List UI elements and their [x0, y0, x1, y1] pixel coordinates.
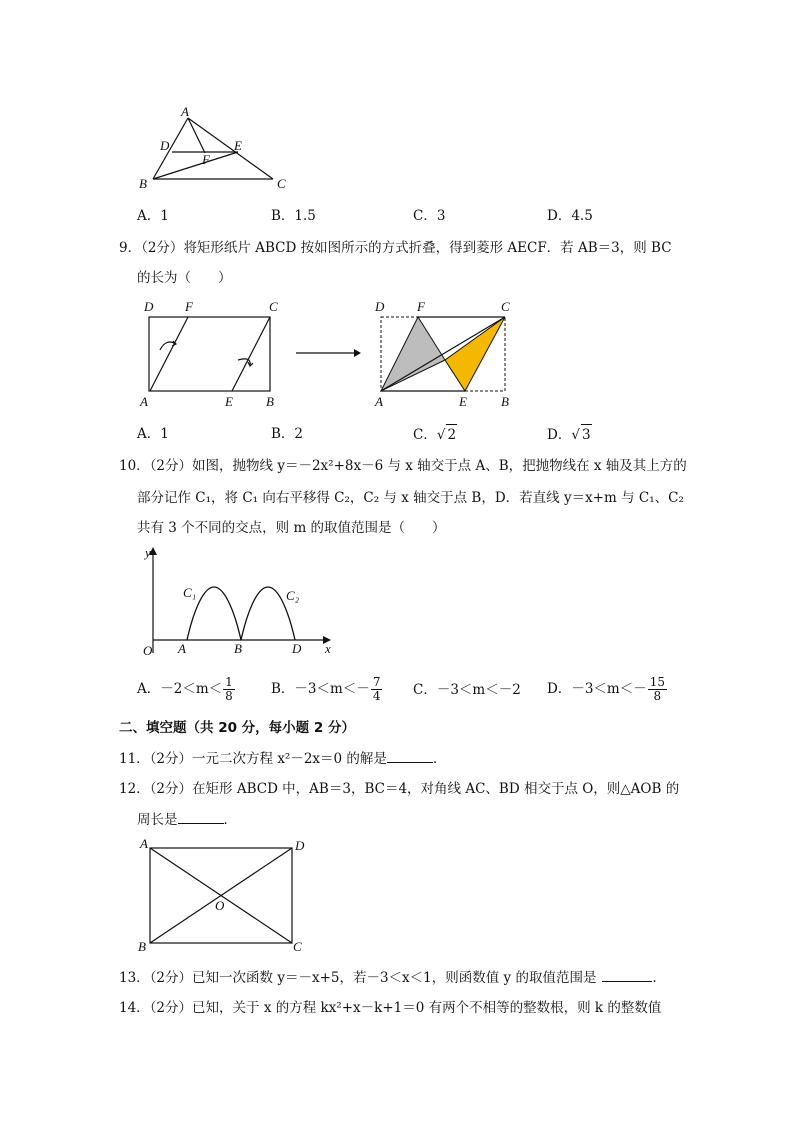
label-d: D — [160, 138, 170, 153]
q12-number: 12． — [119, 781, 150, 797]
q9-option-a[interactable]: A．1 — [137, 426, 169, 442]
label-x: x — [325, 641, 331, 656]
q12-end: ． — [223, 812, 237, 828]
q12-line2 — [137, 809, 237, 830]
numerator: 15 — [649, 675, 665, 689]
label-c: C — [269, 299, 278, 314]
label-d: D — [292, 641, 302, 656]
q9-option-d[interactable] — [547, 424, 592, 445]
label-f: F — [185, 299, 193, 314]
answer-blank[interactable] — [178, 809, 224, 824]
label-c2: C₂ — [286, 588, 300, 603]
q12-rectangle-figure — [135, 836, 315, 954]
answer-blank[interactable] — [602, 967, 652, 982]
label-b: B — [139, 176, 147, 191]
label-f: F — [202, 152, 210, 167]
q12-text: 在矩形 ABCD 中，AB＝3，BC＝4，对角线 AC、BD 相交于点 O，则△AOB 的 — [192, 781, 680, 797]
q10-option-b[interactable] — [271, 676, 383, 703]
q13-number: 13． — [119, 970, 150, 986]
q8-option-d[interactable]: D．4.5 — [547, 208, 593, 224]
q13-end: ． — [652, 970, 666, 986]
q13-score: （2分） — [149, 970, 193, 986]
fraction — [648, 676, 667, 703]
label-b: B — [501, 394, 509, 409]
q14-score: （2分） — [149, 1000, 193, 1016]
q11-number: 11． — [119, 751, 150, 767]
option-letter: D． — [547, 427, 572, 443]
q12-score: （2分） — [149, 781, 193, 797]
q9-option-b[interactable]: B．2 — [271, 426, 304, 442]
answer-blank[interactable] — [387, 748, 433, 763]
fraction — [223, 676, 235, 703]
label-e: E — [459, 394, 467, 409]
label-c: C — [293, 939, 302, 954]
q13-text: 已知一次函数 y＝－x+5，若－3＜x＜1，则函数值 y 的取值范围是 — [192, 970, 597, 986]
q14-text: 已知，关于 x 的方程 kx²+x－k+1＝0 有两个不相等的整数根，则 k 的整数值 — [192, 1000, 662, 1016]
q10-number: 10． — [119, 458, 150, 474]
label-b: B — [138, 939, 146, 954]
q14-line — [119, 998, 661, 1018]
radicand: 3 — [581, 424, 592, 445]
label-c1: C₁ — [183, 585, 197, 600]
label-c: C — [277, 176, 286, 191]
label-y: y — [145, 545, 151, 560]
q10-line2: 部分记作 C₁，将 C₁ 向右平移得 C₂，C₂ 与 x 轴交于点 B，D．若直线 y＝x+m 与 C₁、C₂ — [137, 490, 684, 506]
label-e: E — [225, 394, 233, 409]
numerator: 7 — [372, 675, 381, 689]
option-text: A．－2＜m＜ — [137, 681, 223, 697]
label-a: A — [140, 394, 148, 409]
q9-score: （2分） — [141, 240, 184, 256]
label-e: E — [234, 138, 242, 153]
numerator: 1 — [225, 675, 233, 689]
q10-option-c[interactable]: C．－3＜m＜－2 — [413, 682, 521, 698]
label-d: D — [144, 299, 154, 314]
sqrt-icon: √ — [571, 427, 580, 443]
q10-score: （2分） — [149, 458, 193, 474]
denominator: 8 — [653, 689, 662, 703]
label-f: F — [417, 299, 425, 314]
q9-line1 — [119, 238, 672, 258]
fold-arrow-icon — [296, 347, 362, 359]
denominator: 4 — [372, 689, 381, 703]
option-letter: C． — [413, 427, 437, 443]
radicand: 2 — [446, 424, 457, 445]
label-b: B — [234, 641, 242, 656]
q8-option-a[interactable]: A．1 — [137, 208, 169, 224]
q11-text: 一元二次方程 x²－2x＝0 的解是 — [192, 751, 387, 767]
label-d: D — [375, 299, 385, 314]
option-text: B．－3＜m＜－ — [271, 681, 370, 697]
q9-number: 9． — [119, 240, 142, 256]
q10-parabola-figure — [135, 545, 345, 660]
q10-line1 — [119, 456, 687, 476]
label-a: A — [375, 394, 383, 409]
q9-line2: 的长为（ ） — [137, 270, 232, 286]
q8-option-c[interactable]: C．3 — [413, 208, 446, 224]
q13-line — [119, 967, 666, 988]
q14-number: 14． — [119, 1000, 150, 1016]
label-o: O — [143, 643, 153, 658]
q11-score: （2分） — [149, 751, 193, 767]
q12-text-2: 周长是 — [137, 812, 178, 828]
q10-option-a[interactable] — [137, 676, 236, 703]
q8-option-b[interactable]: B．1.5 — [271, 208, 316, 224]
label-o: O — [215, 898, 225, 913]
sqrt-icon: √ — [436, 427, 446, 443]
label-a: A — [181, 104, 189, 119]
denominator: 8 — [225, 689, 233, 703]
option-text: D．－3＜m＜－ — [547, 681, 647, 697]
q9-text: 将矩形纸片 ABCD 按如图所示的方式折叠，得到菱形 AECF．若 AB＝3，则 BC — [183, 240, 672, 256]
label-c: C — [501, 299, 510, 314]
label-a: A — [178, 641, 186, 656]
q10-line3: 共有 3 个不同的交点，则 m 的取值范围是（ ） — [137, 520, 446, 536]
label-d: D — [295, 838, 305, 853]
q10-option-d[interactable] — [547, 676, 668, 703]
q10-text: 如图，抛物线 y＝－2x²+8x－6 与 x 轴交于点 A、B，把抛物线在 x 轴及其上方的 — [192, 458, 687, 474]
label-b: B — [266, 394, 274, 409]
q9-folded-figure — [368, 298, 528, 410]
q9-rectangle-figure — [138, 298, 288, 410]
q8-triangle-figure — [135, 104, 295, 190]
q12-line1 — [119, 779, 679, 799]
section-heading: 二、填空题（共 20 分，每小题 2 分） — [119, 720, 355, 736]
fraction — [371, 676, 383, 703]
label-a: A — [140, 836, 148, 851]
q11-end: ． — [432, 751, 447, 767]
q11-line — [119, 748, 446, 769]
q9-option-c[interactable] — [413, 424, 457, 445]
